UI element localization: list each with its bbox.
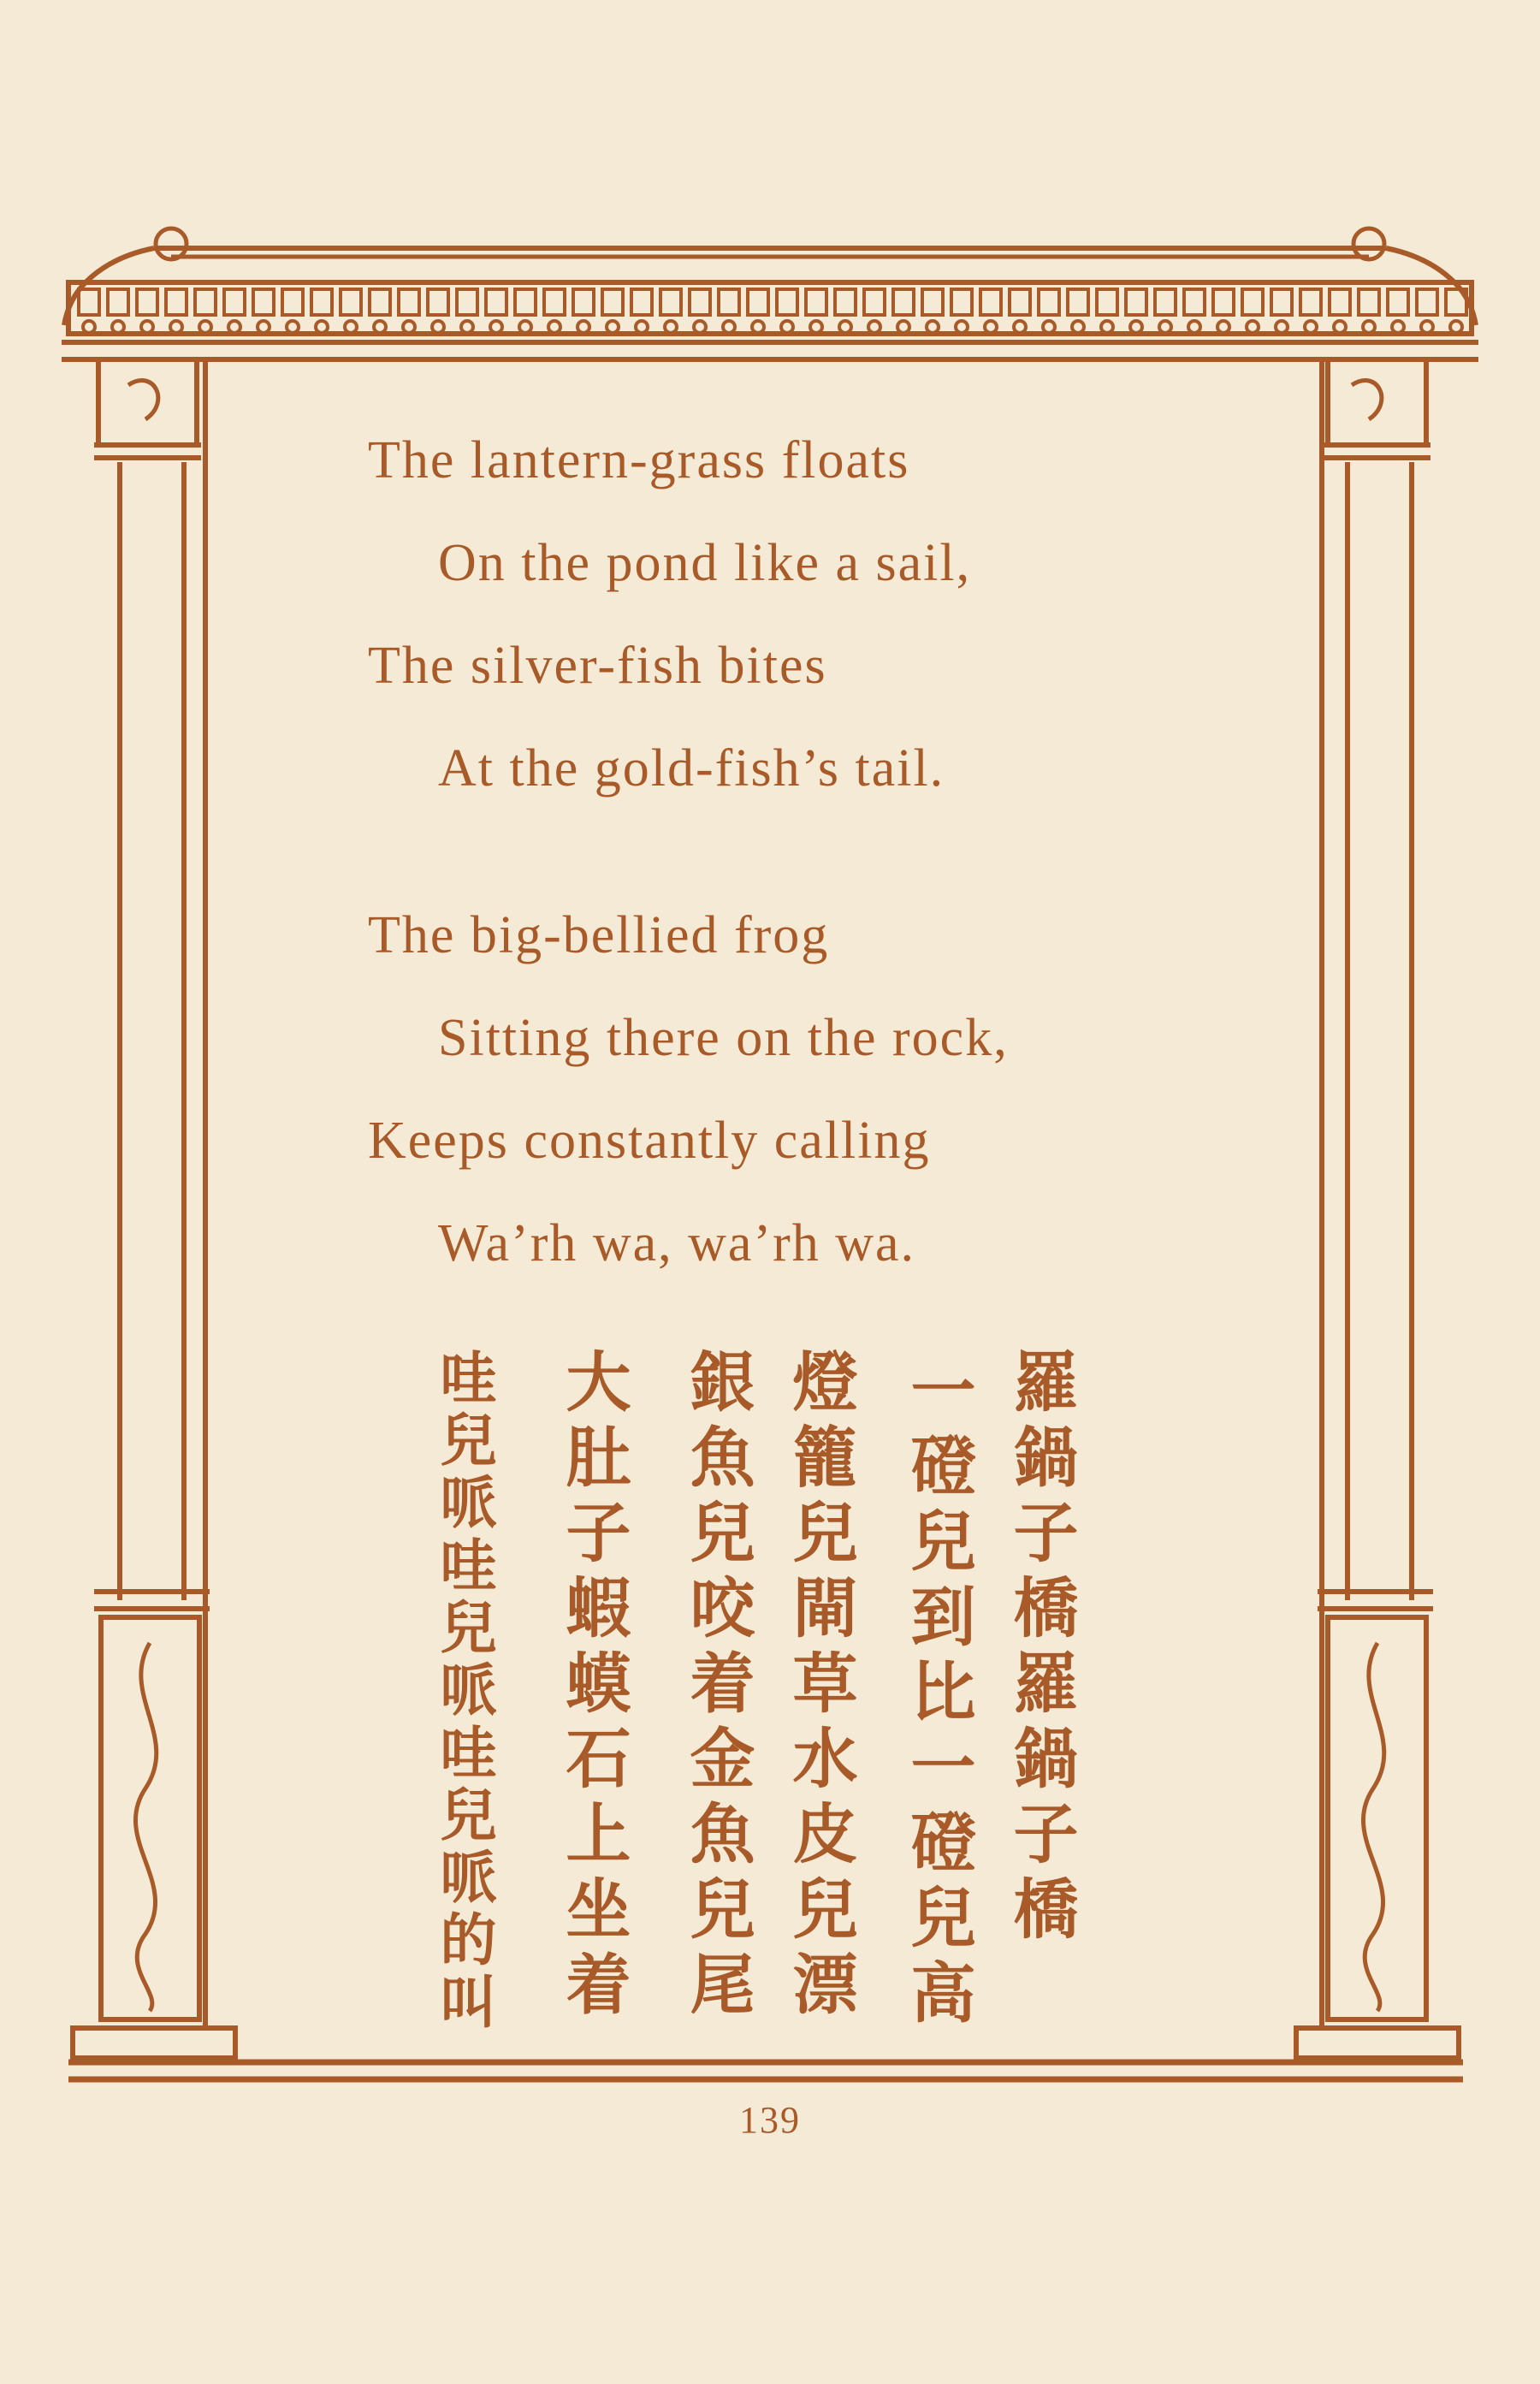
- poem-line: Sitting there on the rock,: [438, 1009, 1009, 1067]
- poem-line: The silver-fish bites: [368, 637, 827, 695]
- chinese-verse-column: 燈籠兒閘草水皮兒漂: [782, 1348, 858, 2025]
- poem-line: On the pond like a sail,: [438, 534, 972, 592]
- chinese-verse-column: 羅鍋子橋羅鍋子橋: [1003, 1348, 1079, 1950]
- poem-line: Wa’rh wa, wa’rh wa.: [438, 1214, 916, 1272]
- chinese-verse-column: 銀魚兒咬着金魚兒尾: [679, 1348, 755, 2025]
- chinese-verse-column: 大肚子蝦蟆石上坐着: [555, 1348, 631, 2025]
- page-number: 139: [739, 2099, 801, 2141]
- poem-line: Keeps constantly calling: [368, 1112, 931, 1170]
- poem-line: At the gold-fish’s tail.: [438, 739, 945, 798]
- chinese-verse-column: 哇兒哌哇兒哌哇兒哌的叫: [430, 1348, 496, 2035]
- poem-line: The lantern-grass floats: [368, 431, 910, 489]
- poem-line: The big-bellied frog: [368, 906, 830, 964]
- chinese-verse-column: 一磴兒到比一磴兒高: [900, 1356, 976, 2034]
